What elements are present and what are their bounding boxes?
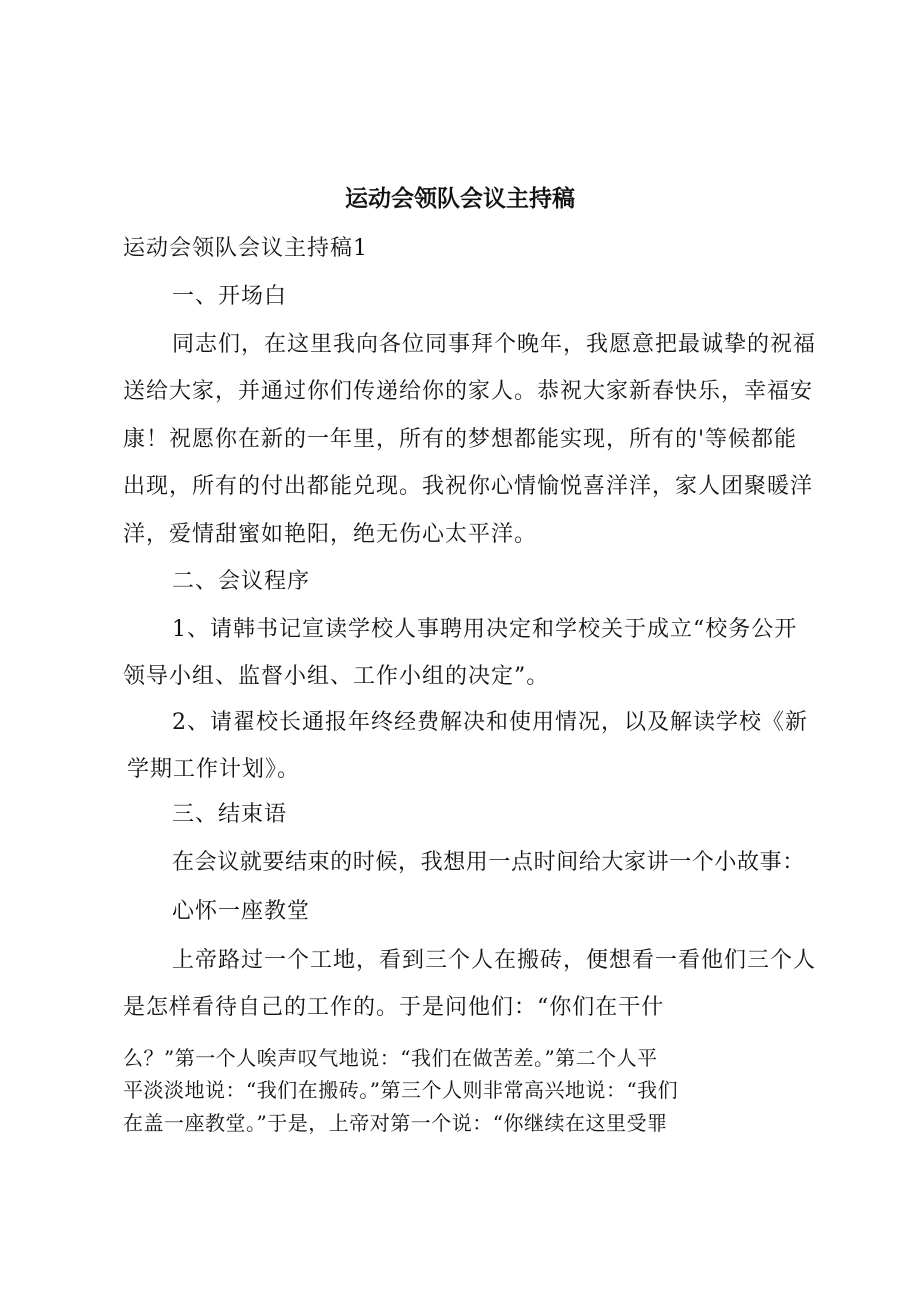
paragraph-line: 康！祝愿你在新的一年里，所有的梦想都能实现，所有的'等候都能 [123, 427, 798, 452]
agenda-item-line: 2、请翟校长通报年终经费解决和使用情况，以及解读学校《新 [172, 710, 808, 735]
section-heading-closing: 三、结束语 [172, 802, 288, 827]
document-subtitle: 运动会领队会议主持稿1 [123, 236, 368, 261]
paragraph-line: 洋，爱情甜蜜如艳阳，绝无伤心太平洋。 [123, 522, 538, 547]
section-heading-opening: 一、开场白 [172, 284, 288, 309]
story-line: 在盖一座教堂。”于是，上帝对第一个说：“你继续在这里受罪 [123, 1111, 668, 1135]
document-title: 运动会领队会议主持稿 [345, 186, 575, 212]
agenda-item-line: 学期工作计划》。 [127, 757, 301, 782]
paragraph-line: 同志们，在这里我向各位同事拜个晚年，我愿意把最诚挚的祝福 [172, 332, 817, 357]
agenda-item-line: 1、请韩书记宣读学校人事聘用决定和学校关于成立“校务公开 [172, 617, 798, 642]
story-line: 么？”第一个人唉声叹气地说：“我们在做苦差。”第二个人平 [123, 1046, 658, 1070]
paragraph-line: 送给大家，并通过你们传递给你的家人。恭祝大家新春快乐，幸福安 [123, 379, 814, 404]
section-heading-agenda: 二、会议程序 [172, 569, 311, 594]
agenda-item-line: 领导小组、监督小组、工作小组的决定”。 [123, 664, 550, 689]
story-line: 是怎样看待自己的工作的。于是问他们：“你们在干什 [123, 995, 665, 1020]
story-title: 心怀一座教堂 [172, 899, 311, 924]
paragraph-line: 出现，所有的付出都能兑现。我祝你心情愉悦喜洋洋，家人团聚暖洋 [123, 474, 814, 499]
story-line: 上帝路过一个工地，看到三个人在搬砖，便想看一看他们三个人 [172, 948, 817, 973]
paragraph-line: 在会议就要结束的时候，我想用一点时间给大家讲一个小故事： [172, 850, 805, 875]
story-line: 平淡淡地说：“我们在搬砖。”第三个人则非常高兴地说：“我们 [123, 1078, 679, 1102]
